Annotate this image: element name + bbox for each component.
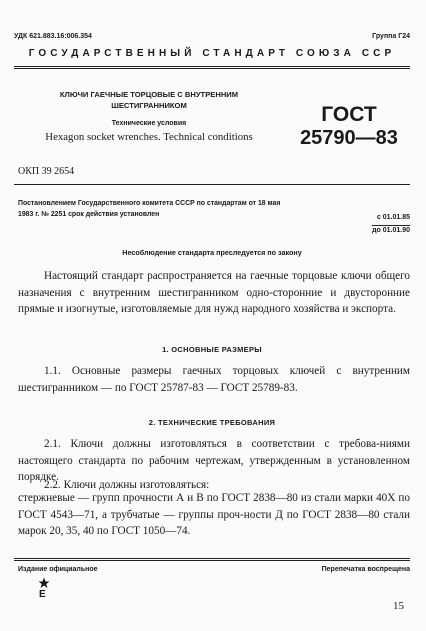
title-ru-line1: КЛЮЧИ ГАЕЧНЫЕ ТОРЦОВЫЕ С ВНУТРЕННИМ: [59, 90, 239, 99]
section-2-paragraph-1: 2.1. Ключи должны изготовляться в соответствии с требова-ниями настоящего стандарта по рабочим чертежам, утвержденным в установленном порядке.: [18, 438, 410, 484]
header-rule-2: [14, 68, 410, 69]
effective-to: до 01.01.90: [372, 227, 410, 234]
title-ru-subtitle: Технические условия: [111, 120, 187, 127]
page-number: 15: [393, 600, 404, 612]
header-rule-1: [14, 66, 410, 67]
star-icon: [38, 577, 50, 589]
decree-line2: 1983 г. № 2251 срок действия установлен: [18, 211, 160, 218]
title-ru-line2: ШЕСТИГРАННИКОМ: [111, 101, 187, 110]
udk-code: УДК 621.883.16:006.354: [14, 33, 92, 40]
section-1-title: 1. ОСНОВНЫЕ РАЗМЕРЫ: [162, 345, 262, 354]
title-ru: [14, 89, 284, 111]
section-2-title: 2. ТЕХНИЧЕСКИЕ ТРЕБОВАНИЯ: [148, 418, 276, 427]
okp-code: ОКП 39 2654: [18, 166, 75, 177]
decree-line1: Постановлением Государственного комитета СССР по стандартам от 18 мая: [18, 200, 281, 207]
gost-label: ГОСТ: [321, 103, 377, 126]
effective-from: с 01.01.85: [376, 214, 410, 221]
intro-paragraph: Настоящий стандарт распространяется на гаечные торцовые ключи общего назначения с внутренним шестигранником одно-сторонние и двусторонние прямые и изогнутые, изготовляемые для нужд народного хозяйства и экспорта.: [18, 270, 410, 316]
section-1-paragraph: 1.1. Основные размеры гаечных торцовых ключей с внутренним шестигранником — по ГОСТ 25787-83 — ГОСТ 25789-83.: [18, 365, 410, 394]
official-edition: Издание официальное: [18, 566, 98, 573]
state-standard-banner: ГОСУДАРСТВЕННЫЙ СТАНДАРТ СОЮЗА ССР: [28, 48, 396, 59]
section-2-paragraph-2-lead: 2.2. Ключи должны изготовляться:: [44, 479, 210, 491]
footer-rule-1: [14, 558, 410, 559]
title-rule: [14, 184, 410, 185]
group-code: Группа Г24: [372, 33, 410, 40]
reprint-prohibited: Перепечатка воспрещена: [321, 566, 410, 573]
gost-number: 25790—83: [300, 127, 398, 149]
edition-letter: Е: [39, 589, 46, 600]
footer-rule-2: [14, 560, 410, 561]
decree-text: [18, 198, 410, 220]
title-en: Hexagon socket wrenches. Technical conditions: [45, 131, 253, 143]
legal-warning: Несоблюдение стандарта преследуется по закону: [122, 248, 302, 257]
section-2-paragraph-2-body: стержневые — групп прочности А и В по ГОСТ 2838—80 из стали марки 40Х по ГОСТ 4543—71, а трубчатые — группы проч-ности Д по ГОСТ 2838—80 стали марок 20, 35, 40 по ГОСТ 1050—74.: [18, 492, 410, 538]
